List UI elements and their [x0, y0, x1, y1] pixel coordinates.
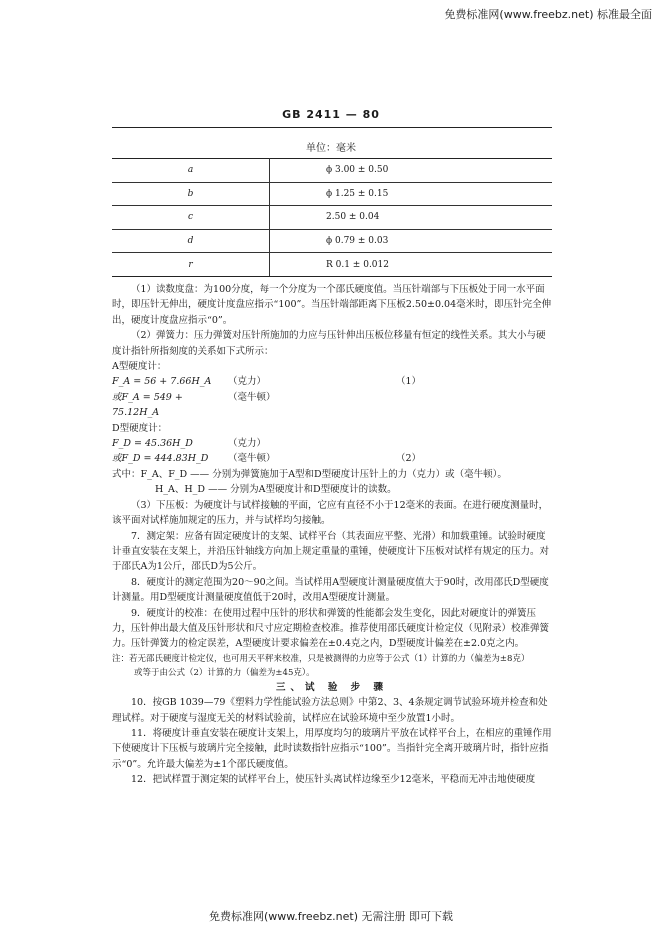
dimension-symbol: d [112, 229, 270, 253]
equation-1 [112, 374, 552, 389]
header-watermark: 免费标准网(www.freebz.net) 标准最全面 [444, 8, 652, 21]
table-row [112, 182, 552, 206]
paragraph-range: 8．硬度计的测定范围为20～90之间。当试样用A型硬度计测量硬度值大于90时，改用邵氏D型硬度计测量。用D型硬度计测量硬度值低于20时，改用A型硬度计测量。 [112, 576, 549, 604]
dimension-value: ϕ 3.00 ± 0.50 [270, 159, 553, 183]
dimension-value: R 0.1 ± 0.012 [270, 253, 553, 277]
equation-unit: （毫牛顿） [228, 453, 276, 465]
dimension-symbol: b [112, 182, 270, 206]
equation-expression: F_A = 56 + 7.66H_A [112, 376, 212, 388]
header-rule [112, 127, 552, 128]
equation-unit: （毫牛顿） [228, 391, 276, 403]
table-row [112, 229, 552, 253]
paragraph-presser-foot: （3）下压板：为硬度计与试样接触的平面，它应有直径不小于12毫米的表面。在进行硬度测量时，该平面对试样施加规定的压力，并与试样均匀接触。 [112, 499, 549, 527]
table-row [112, 253, 552, 277]
note-line-1: 注：若无邵氏硬度计检定仪，也可用天平秤来校准，只是被测得的力应等于公式（1）计算的力（偏差为±8克） [112, 653, 530, 664]
symbol-definition-force: 式中：F_A、F_D —— 分别为弹簧施加于A型和D型硬度计压针上的力（克力）或（毫牛顿）。 [112, 468, 507, 480]
equation-2 [112, 436, 552, 451]
dimension-symbol: a [112, 159, 270, 183]
standard-number: GB 2411 — 80 [282, 108, 380, 121]
table-row [112, 206, 552, 230]
dimension-value: 2.50 ± 0.04 [270, 206, 553, 230]
equation-unit: （克力） [228, 438, 267, 450]
note-line-2: 或等于由公式（2）计算的力（偏差为±45克）。 [134, 667, 315, 678]
dimension-symbol: c [112, 206, 270, 230]
equation-2b [112, 451, 552, 466]
dimension-symbol: r [112, 253, 270, 277]
paragraph-conditioning: 10．按GB 1039—79《塑料力学性能试验方法总则》中第2、3、4条规定调节试验环境并检查和处理试样。对于硬度与湿度无关的材料试验前，试样应在试验环境中至少放置1小时。 [112, 697, 548, 724]
paragraph-zero-check: 11．将硬度计垂直安装在硬度计支架上，用厚度均匀的玻璃片平放在试样平台上，在相应的重锤作用下使硬度计下压板与玻璃片完全接触，此时读数指针应指示“100”。当指针完全离开玻璃片时，指针应指示“0”。允许最大偏差为±1个邵氏硬度值。 [112, 727, 552, 770]
dimension-table [112, 158, 552, 277]
equation-number: （2） [396, 453, 422, 465]
d-type-label: D型硬度计： [112, 422, 168, 434]
table-unit: 单位：毫米 [306, 143, 356, 154]
paragraph-placement: 12．把试样置于测定架的试样平台上，使压针头离试样边缘至少12毫米，平稳而无冲击地使硬度 [131, 774, 536, 786]
paragraph-stand: 7．测定架：应备有固定硬度计的支架、试样平台（其表面应平整、光滑）和加载重锤。试验时硬度计垂直安装在支架上，并沿压针轴线方向加上规定重量的重锤，使硬度计下压板对试样有规定的压力。对于邵氏A为1公斤，邵氏D为5公斤。 [112, 530, 550, 573]
document-body [112, 282, 552, 788]
paragraph-spring: （2）弹簧力：压力弹簧对压针所施加的力应与压针伸出压板位移量有恒定的线性关系。其大小与硬度计指针所指刻度的关系如下式所示： [112, 330, 546, 357]
symbol-definition-reading: H_A、H_D —— 分别为A型硬度计和D型硬度计的读数。 [155, 484, 397, 496]
a-type-label: A型硬度计： [112, 361, 167, 373]
equation-1b [112, 390, 552, 421]
paragraph-dial: （1）读数度盘：为100分度，每一个分度为一个邵氏硬度值。当压针端部与下压板处于同一水平面时，即压针无伸出，硬度计度盘应指示“100”。当压针端部距离下压板2.50±0.04毫米时，即压针完全伸出，硬度计度盘应指示“0”。 [112, 284, 552, 326]
paragraph-calibration: 9．硬度计的校准：在使用过程中压针的形状和弹簧的性能都会发生变化，因此对硬度计的弹簧压力，压针伸出最大值及压针形状和尺寸应定期检查校准。推荐使用邵氏硬度计检定仪（见附录）校准弹簧力。压针弹簧力的检定误差，A型硬度计要求偏差在±0.4克之内，D型硬度计偏差在±2.0克之内。 [112, 607, 550, 650]
dimension-value: ϕ 1.25 ± 0.15 [270, 182, 553, 206]
section-heading: 三、试 验 步 骤 [276, 681, 388, 693]
equation-unit: （克力） [228, 376, 267, 388]
table-row [112, 159, 552, 183]
equation-number: （1） [396, 376, 422, 388]
equation-expression: 或F_A = 549 + 75.12H_A [112, 391, 183, 419]
footer-watermark: 免费标准网(www.freebz.net) 无需注册 即可下载 [208, 910, 454, 923]
dimension-value: ϕ 0.79 ± 0.03 [270, 229, 553, 253]
equation-expression: F_D = 45.36H_D [112, 438, 193, 450]
equation-expression: 或F_D = 444.83H_D [112, 453, 209, 465]
